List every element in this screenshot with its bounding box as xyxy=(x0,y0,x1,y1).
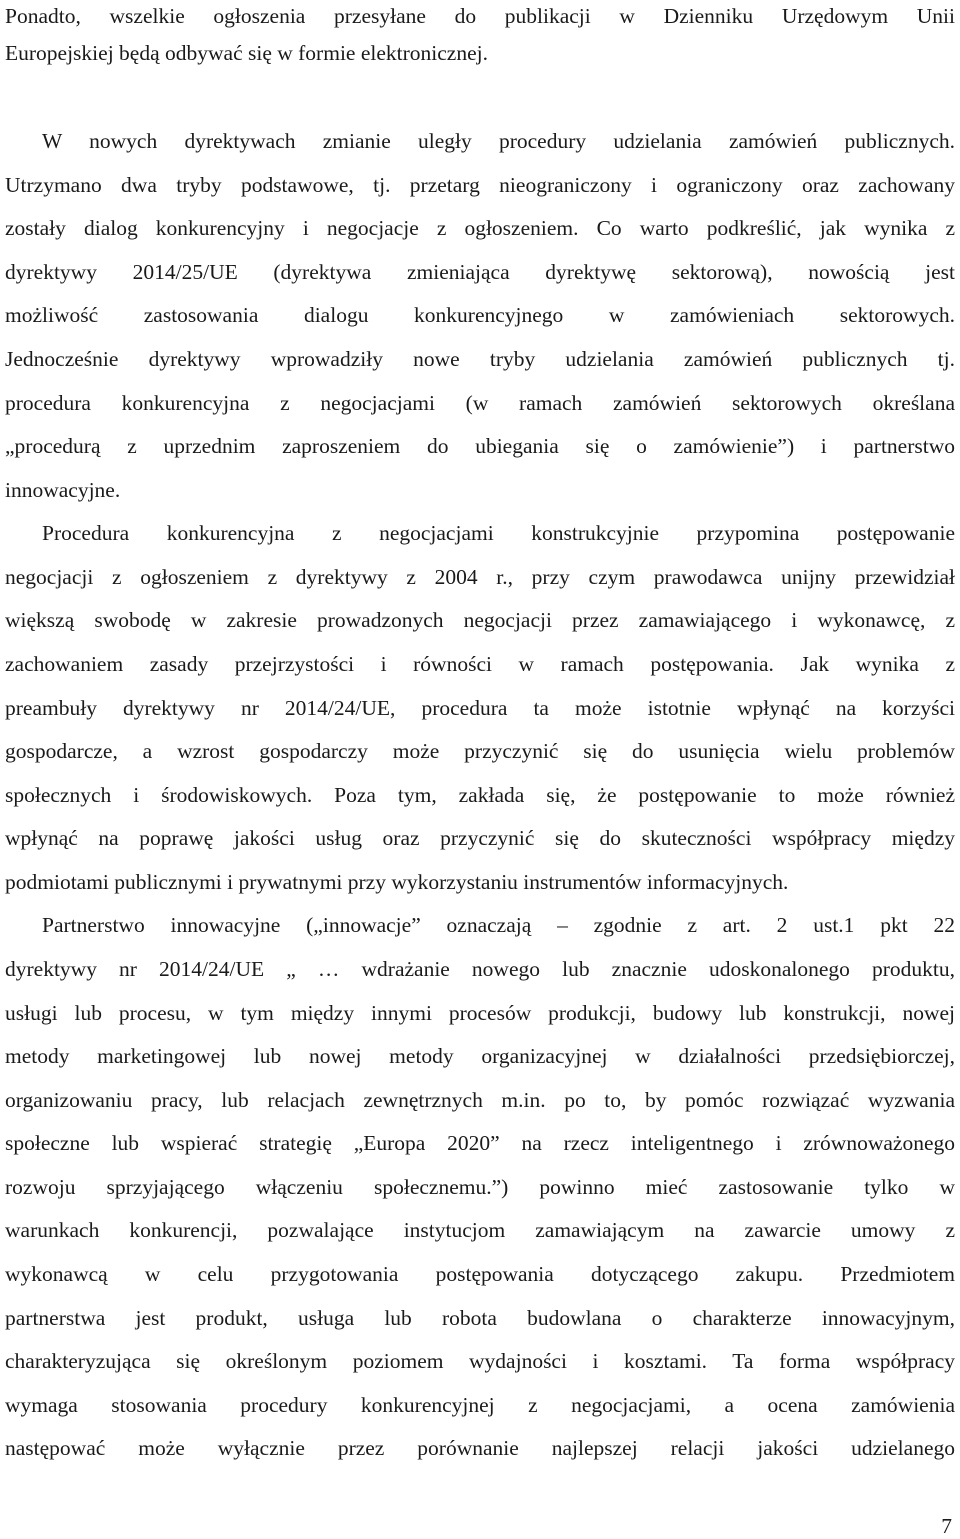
text-line: innowacyjne. xyxy=(5,478,121,502)
page-number: 7 xyxy=(941,1514,952,1538)
text-line: społecznych i środowiskowych. Poza tym, zakłada się, że postępowanie to może również xyxy=(5,783,955,807)
text-line: gospodarcze, a wzrost gospodarczy może przyczynić się do usunięcia wielu problemów xyxy=(5,739,955,763)
text-line: dyrektywy 2014/25/UE (dyrektywa zmieniająca dyrektywę sektorową), nowością jest xyxy=(5,260,955,284)
text-line: warunkach konkurencji, pozwalające instytucjom zamawiającym na zawarcie umowy z xyxy=(5,1218,955,1242)
text-line: dyrektywy nr 2014/24/UE „ … wdrażanie nowego lub znacznie udoskonalonego produktu, xyxy=(5,957,955,981)
text-line: rozwoju sprzyjającego włączeniu społecznemu.”) powinno mieć zastosowanie tylko w xyxy=(5,1175,955,1199)
text-line: wykonawcą w celu przygotowania postępowania dotyczącego zakupu. Przedmiotem xyxy=(5,1262,955,1286)
text-line: negocjacji z ogłoszeniem z dyrektywy z 2004 r., przy czym prawodawca unijny przewidział xyxy=(5,565,955,589)
text-line: następować może wyłącznie przez porównanie najlepszej relacji jakości udzielanego xyxy=(5,1436,955,1460)
text-line: procedura konkurencyjna z negocjacjami (w ramach zamówień sektorowych określana xyxy=(5,391,955,415)
text-line: Europejskiej będą odbywać się w formie elektronicznej. xyxy=(5,41,488,65)
text-line: podmiotami publicznymi i prywatnymi przy wykorzystaniu instrumentów informacyjnych. xyxy=(5,870,789,894)
text-line: partnerstwa jest produkt, usługa lub robota budowlana o charakterze innowacyjnym, xyxy=(5,1306,955,1330)
text-line: Procedura konkurencyjna z negocjacjami konstrukcyjnie przypomina postępowanie xyxy=(42,521,955,545)
text-line: Jednocześnie dyrektywy wprowadziły nowe tryby udzielania zamówień publicznych tj. xyxy=(5,347,955,371)
text-line: wpłynąć na poprawę jakości usług oraz przyczynić się do skuteczności współpracy między xyxy=(5,826,955,850)
text-line: Partnerstwo innowacyjne („innowacje” oznaczają – zgodnie z art. 2 ust.1 pkt 22 xyxy=(42,913,955,937)
text-line: usługi lub procesu, w tym między innymi procesów produkcji, budowy lub konstrukcji, nowej xyxy=(5,1001,955,1025)
text-line: zachowaniem zasady przejrzystości i równości w ramach postępowania. Jak wynika z xyxy=(5,652,955,676)
text-line: większą swobodę w zakresie prowadzonych negocjacji przez zamawiającego i wykonawcę, z xyxy=(5,608,955,632)
text-line: Utrzymano dwa tryby podstawowe, tj. przetarg nieograniczony i ograniczony oraz zachowany xyxy=(5,173,955,197)
text-line: „procedurą z uprzednim zaproszeniem do ubiegania się o zamówienie”) i partnerstwo xyxy=(5,434,955,458)
text-line: W nowych dyrektywach zmianie uległy procedury udzielania zamówień publicznych. xyxy=(42,129,955,153)
text-line: zostały dialog konkurencyjny i negocjacje z ogłoszeniem. Co warto podkreślić, jak wynika z xyxy=(5,216,955,240)
text-line: możliwość zastosowania dialogu konkurencyjnego w zamówieniach sektorowych. xyxy=(5,303,955,327)
text-line: metody marketingowej lub nowej metody organizacyjnej w działalności przedsiębiorczej, xyxy=(5,1044,955,1068)
text-line: preambuły dyrektywy nr 2014/24/UE, procedura ta może istotnie wpłynąć na korzyści xyxy=(5,696,955,720)
text-line: charakteryzująca się określonym poziomem wydajności i kosztami. Ta forma współpracy xyxy=(5,1349,955,1373)
text-line: społeczne lub wspierać strategię „Europa 2020” na rzecz inteligentnego i zrównoważonego xyxy=(5,1131,955,1155)
text-line: organizowaniu pracy, lub relacjach zewnętrznych m.in. po to, by pomóc rozwiązać wyzwania xyxy=(5,1088,955,1112)
text-line: wymaga stosowania procedury konkurencyjnej z negocjacjami, a ocena zamówienia xyxy=(5,1393,955,1417)
text-line: Ponadto, wszelkie ogłoszenia przesyłane do publikacji w Dzienniku Urzędowym Unii xyxy=(5,4,955,28)
